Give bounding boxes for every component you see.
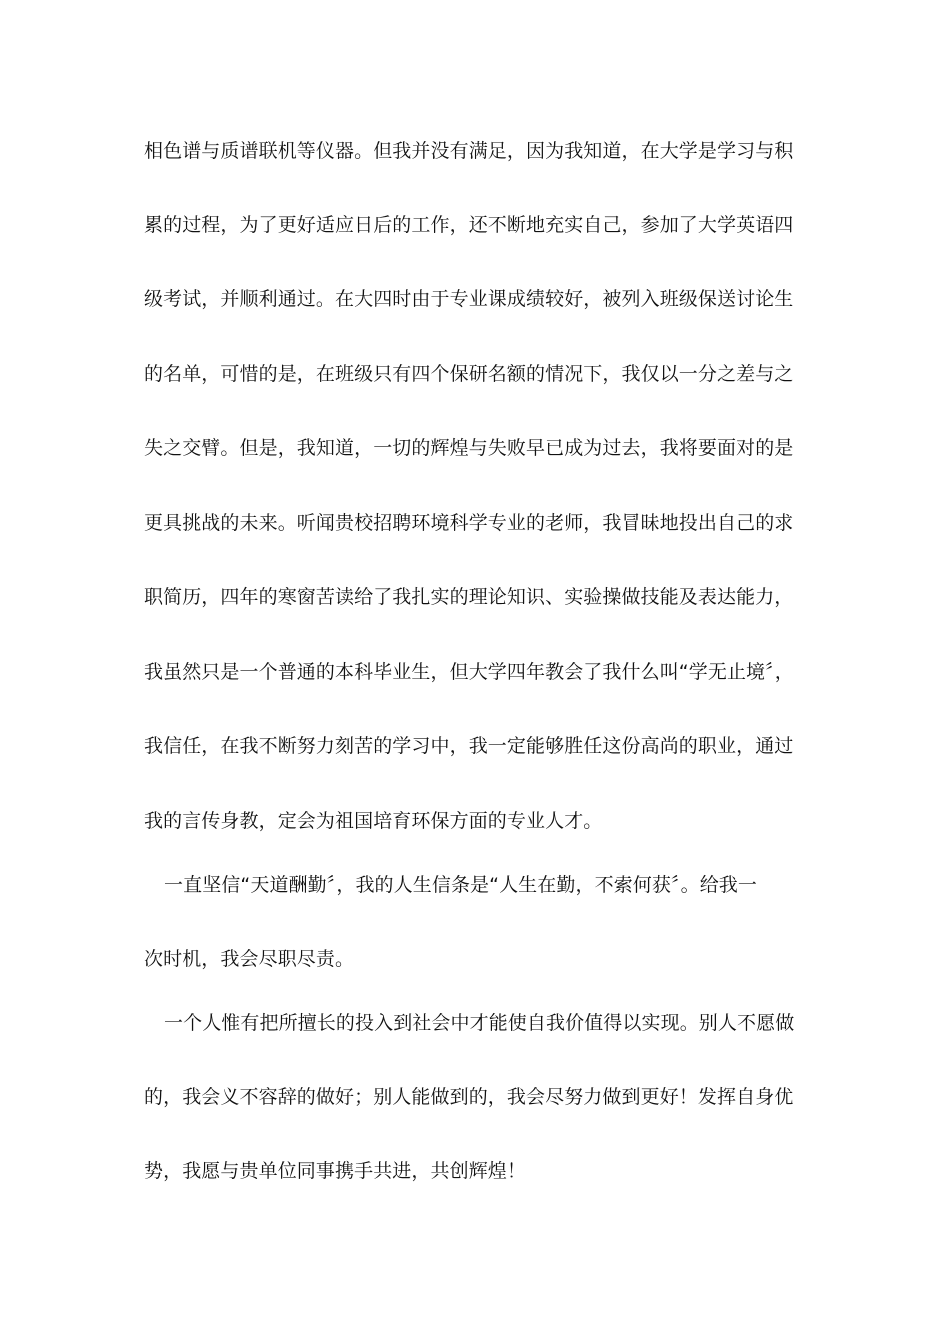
text-line: 的名单，可惜的是，在班级只有四个保研名额的情况下，我仅以一分之差与之 <box>144 363 794 385</box>
text-line: 职简历，四年的寒窗苦读给了我扎实的理论知识、实验操做技能及表达能力， <box>144 586 794 608</box>
text-line: 级考试，并顺利通过。在大四时由于专业课成绩较好，被列入班级保送讨论生 <box>144 288 794 310</box>
text-line: 次时机，我会尽职尽责。 <box>144 948 355 970</box>
text-line: 势，我愿与贵单位同事携手共进，共创辉煌！ <box>144 1160 527 1182</box>
text-line: 我信任，在我不断努力刻苦的学习中，我一定能够胜任这份高尚的职业，通过 <box>144 735 794 757</box>
text-line: 我的言传身教，定会为祖国培育环保方面的专业人才。 <box>144 810 603 832</box>
text-line: 我虽然只是一个普通的本科毕业生，但大学四年教会了我什么叫“学无止境〞， <box>144 661 794 683</box>
text-line: 累的过程，为了更好适应日后的工作，还不断地充实自己，参加了大学英语四 <box>144 214 794 236</box>
text-line: 一个人惟有把所擅长的投入到社会中才能使自我价值得以实现。别人不愿做 <box>164 1012 795 1034</box>
text-line: 一直坚信“天道酬勤〞，我的人生信条是“人生在勤，不索何获〞。给我一 <box>164 874 757 896</box>
text-line: 更具挑战的未来。听闻贵校招聘环境科学专业的老师，我冒昧地投出自己的求 <box>144 512 794 534</box>
text-line: 的，我会义不容辞的做好；别人能做到的，我会尽努力做到更好！发挥自身优 <box>144 1086 794 1108</box>
text-line: 相色谱与质谱联机等仪器。但我并没有满足，因为我知道，在大学是学习与积 <box>144 140 794 162</box>
text-line: 失之交臂。但是，我知道，一切的辉煌与失败早已成为过去，我将要面对的是 <box>144 437 794 459</box>
